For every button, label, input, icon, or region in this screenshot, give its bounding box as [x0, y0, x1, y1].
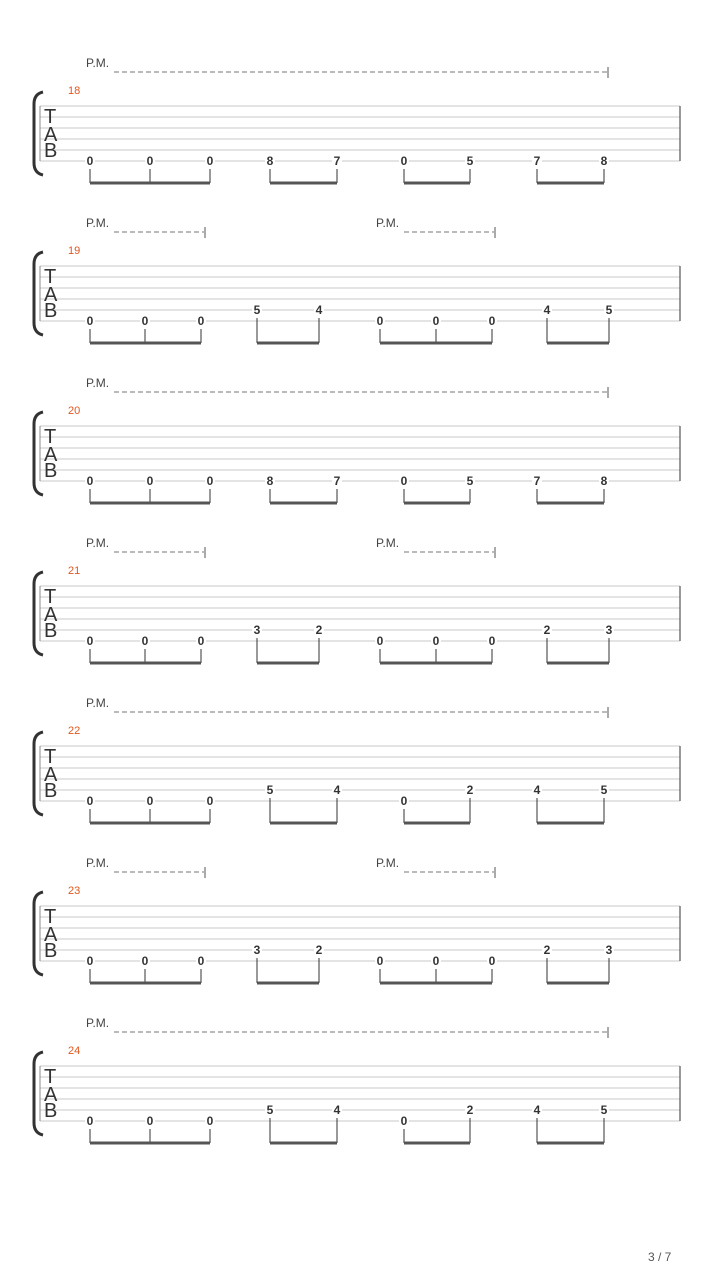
- fret-number: 0: [86, 154, 94, 168]
- fret-number: 3: [253, 943, 261, 957]
- tab-clef-letter: A: [44, 1084, 58, 1106]
- fret-number: 5: [605, 303, 613, 317]
- tab-clef-letter: B: [44, 940, 58, 962]
- tab-clef-letter: T: [44, 906, 57, 928]
- palm-mute-label: P.M.: [86, 216, 110, 230]
- fret-number: 5: [466, 154, 474, 168]
- palm-mute-label: P.M.: [376, 216, 400, 230]
- tab-clef-letter: A: [44, 764, 58, 786]
- fret-number: 0: [86, 634, 94, 648]
- tab-clef-letter: T: [44, 1066, 57, 1088]
- tab-clef-letter: B: [44, 780, 58, 802]
- fret-number: 0: [488, 954, 496, 968]
- tab-clef-letter: B: [44, 140, 58, 162]
- fret-number: 0: [206, 1114, 214, 1128]
- system-bracket: [34, 92, 43, 175]
- tab-clef-letter: B: [44, 300, 58, 322]
- fret-number: 3: [253, 623, 261, 637]
- system-24: [34, 1016, 680, 1143]
- fret-number: 0: [206, 154, 214, 168]
- measure-number: 19: [68, 245, 81, 257]
- fret-number: 0: [376, 634, 384, 648]
- palm-mute-label: P.M.: [86, 56, 110, 70]
- fret-number: 5: [266, 1103, 274, 1117]
- fret-number: 0: [488, 314, 496, 328]
- tab-clef-letter: B: [44, 1100, 58, 1122]
- fret-number: 2: [315, 943, 323, 957]
- fret-number: 0: [146, 474, 154, 488]
- fret-number: 0: [197, 314, 205, 328]
- measure-number: 18: [68, 85, 81, 97]
- fret-number: 5: [466, 474, 474, 488]
- fret-number: 0: [432, 634, 440, 648]
- fret-number: 4: [315, 303, 323, 317]
- fret-number: 2: [466, 1103, 474, 1117]
- palm-mute-label: P.M.: [86, 376, 110, 390]
- palm-mute-label: P.M.: [86, 696, 110, 710]
- tab-clef-letter: B: [44, 620, 58, 642]
- fret-number: 0: [400, 154, 408, 168]
- tab-clef-letter: A: [44, 124, 58, 146]
- fret-number: 2: [466, 783, 474, 797]
- tab-clef-letter: A: [44, 444, 58, 466]
- fret-number: 3: [605, 623, 613, 637]
- measure-number: 23: [68, 885, 81, 897]
- fret-number: 0: [146, 1114, 154, 1128]
- tab-clef-letter: T: [44, 426, 57, 448]
- system-23: [34, 856, 680, 983]
- fret-number: 0: [86, 954, 94, 968]
- fret-number: 0: [432, 954, 440, 968]
- system-19: [34, 216, 680, 343]
- fret-number: 5: [266, 783, 274, 797]
- system-bracket: [34, 892, 43, 975]
- palm-mute-label: P.M.: [86, 536, 110, 550]
- system-22: [34, 696, 680, 823]
- fret-number: 0: [206, 794, 214, 808]
- fret-number: 0: [86, 1114, 94, 1128]
- tab-clef-letter: B: [44, 460, 58, 482]
- measure-number: 22: [68, 725, 81, 737]
- system-bracket: [34, 1052, 43, 1135]
- fret-number: 0: [141, 314, 149, 328]
- fret-number: 0: [400, 1114, 408, 1128]
- fret-number: 8: [266, 474, 274, 488]
- tab-clef-letter: A: [44, 924, 58, 946]
- fret-number: 8: [266, 154, 274, 168]
- system-bracket: [34, 572, 43, 655]
- measure-number: 21: [68, 565, 81, 577]
- fret-number: 0: [146, 154, 154, 168]
- palm-mute-label: P.M.: [86, 1016, 110, 1030]
- fret-number: 7: [333, 474, 341, 488]
- fret-number: 0: [400, 794, 408, 808]
- fret-number: 7: [533, 474, 541, 488]
- fret-number: 8: [600, 474, 608, 488]
- fret-number: 3: [605, 943, 613, 957]
- fret-number: 2: [315, 623, 323, 637]
- palm-mute-label: P.M.: [86, 856, 110, 870]
- fret-number: 8: [600, 154, 608, 168]
- fret-number: 0: [376, 314, 384, 328]
- fret-number: 0: [141, 954, 149, 968]
- system-bracket: [34, 252, 43, 335]
- fret-number: 0: [206, 474, 214, 488]
- fret-number: 5: [600, 783, 608, 797]
- fret-number: 4: [333, 783, 341, 797]
- fret-number: 0: [432, 314, 440, 328]
- fret-number: 5: [253, 303, 261, 317]
- tab-clef-letter: A: [44, 284, 58, 306]
- tab-clef-letter: T: [44, 266, 57, 288]
- fret-number: 0: [488, 634, 496, 648]
- fret-number: 2: [543, 943, 551, 957]
- system-bracket: [34, 732, 43, 815]
- palm-mute-label: P.M.: [376, 856, 400, 870]
- system-20: [34, 376, 680, 503]
- system-bracket: [34, 412, 43, 495]
- fret-number: 5: [600, 1103, 608, 1117]
- fret-number: 4: [533, 1103, 541, 1117]
- measure-number: 24: [68, 1045, 81, 1057]
- fret-number: 0: [86, 474, 94, 488]
- fret-number: 0: [197, 634, 205, 648]
- fret-number: 0: [86, 794, 94, 808]
- tab-clef-letter: T: [44, 746, 57, 768]
- system-21: [34, 536, 680, 663]
- tab-clef-letter: T: [44, 106, 57, 128]
- fret-number: 7: [533, 154, 541, 168]
- fret-number: 0: [141, 634, 149, 648]
- fret-number: 0: [86, 314, 94, 328]
- measure-number: 20: [68, 405, 81, 417]
- fret-number: 0: [376, 954, 384, 968]
- fret-number: 7: [333, 154, 341, 168]
- fret-number: 4: [533, 783, 541, 797]
- fret-number: 4: [333, 1103, 341, 1117]
- tab-clef-letter: T: [44, 586, 57, 608]
- page-number: 3 / 7: [648, 1250, 672, 1264]
- palm-mute-label: P.M.: [376, 536, 400, 550]
- fret-number: 2: [543, 623, 551, 637]
- system-18: [34, 56, 680, 183]
- fret-number: 0: [400, 474, 408, 488]
- fret-number: 0: [146, 794, 154, 808]
- fret-number: 0: [197, 954, 205, 968]
- tab-clef-letter: A: [44, 604, 58, 626]
- fret-number: 4: [543, 303, 551, 317]
